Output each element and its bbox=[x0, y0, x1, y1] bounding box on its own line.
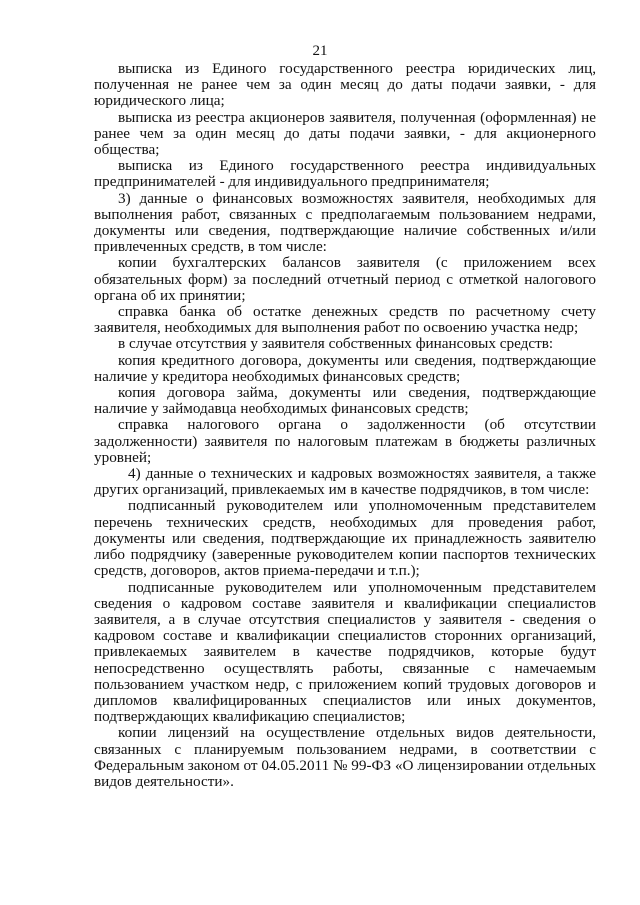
paragraph-egrip-extract: выписка из Единого государственного реестра индивидуальных предпринимателей - для индивидуального предпринимателя; bbox=[94, 157, 596, 191]
paragraph-item-3-financial-capabilities: 3) данные о финансовых возможностях заявителя, необходимых для выполнения работ, связанных с предполагаемым пользованием недрами, документы или сведения, подтверждающие наличие собственных и/или привлеченных средств, в том числе: bbox=[94, 189, 596, 256]
paragraph-no-own-funds: в случае отсутствия у заявителя собственных финансовых средств: bbox=[118, 335, 554, 353]
paragraph-loan-agreement: копия договора займа, документы или сведения, подтверждающие наличие у займодавца необходимых финансовых средств; bbox=[94, 384, 596, 418]
paragraph-staff-qualification: подписанные руководителем или уполномоченным представителем сведения о кадровом составе заявителя и квалификации специалистов заявителя, а в случае отсутствия специалистов у заявителя - сведения о кадровом составе и квалификации специалистов сторонних организаций, привлекаемых заявителем в качестве подрядчиков, которые будут непосредственно осуществлять работы, связанные с намечаемым пользованием участком недр, с приложением копий трудовых договоров и дипломов квалифицированных специалистов или иных документов, подтверждающих квалификацию специалистов; bbox=[94, 578, 596, 726]
paragraph-bank-statement: справка банка об остатке денежных средств по расчетному счету заявителя, необходимых для выполнения работ по освоению участка недр; bbox=[94, 303, 596, 337]
document-body bbox=[94, 61, 596, 790]
paragraph-egrul-extract: выписка из Единого государственного реестра юридических лиц, полученная не ранее чем за один месяц до даты подачи заявки, - для юридического лица; bbox=[94, 60, 596, 110]
paragraph-technical-means-list: подписанный руководителем или уполномоченным представителем перечень технических средств, необходимых для проведения работ, документы или сведения, подтверждающие их принадлежность заявителю либо подрядчику (заверенные руководителем копии паспортов технических средств, договоров, актов приема-передачи и т.п.); bbox=[94, 497, 596, 580]
paragraph-balance-sheets: копии бухгалтерских балансов заявителя (с приложением всех обязательных форм) за последний отчетный период с отметкой налогового органа об их принятии; bbox=[94, 254, 596, 304]
paragraph-licenses: копии лицензий на осуществление отдельных видов деятельности, связанных с планируемым пользованием недрами, в соответствии с Федеральным законом от 04.05.2011 № 99-ФЗ «О лицензировании отдельных видов деятельности». bbox=[94, 724, 596, 790]
paragraph-shareholder-register-extract: выписка из реестра акционеров заявителя, полученная (оформленная) не ранее чем за один месяц до даты подачи заявки, - для акционерного общества; bbox=[94, 108, 596, 159]
page-number: 21 bbox=[312, 43, 328, 59]
paragraph-tax-certificate: справка налогового органа о задолженности (об отсутствии задолженности) заявителя по налоговым платежам в бюджеты различных уровней; bbox=[94, 416, 596, 466]
paragraph-item-4-technical-staff: 4) данные о технических и кадровых возможностях заявителя, а также других организаций, привлекаемых им в качестве подрядчиков, в том числе: bbox=[94, 465, 596, 499]
paragraph-credit-agreement: копия кредитного договора, документы или сведения, подтверждающие наличие у кредитора необходимых финансовых средств; bbox=[94, 351, 596, 385]
